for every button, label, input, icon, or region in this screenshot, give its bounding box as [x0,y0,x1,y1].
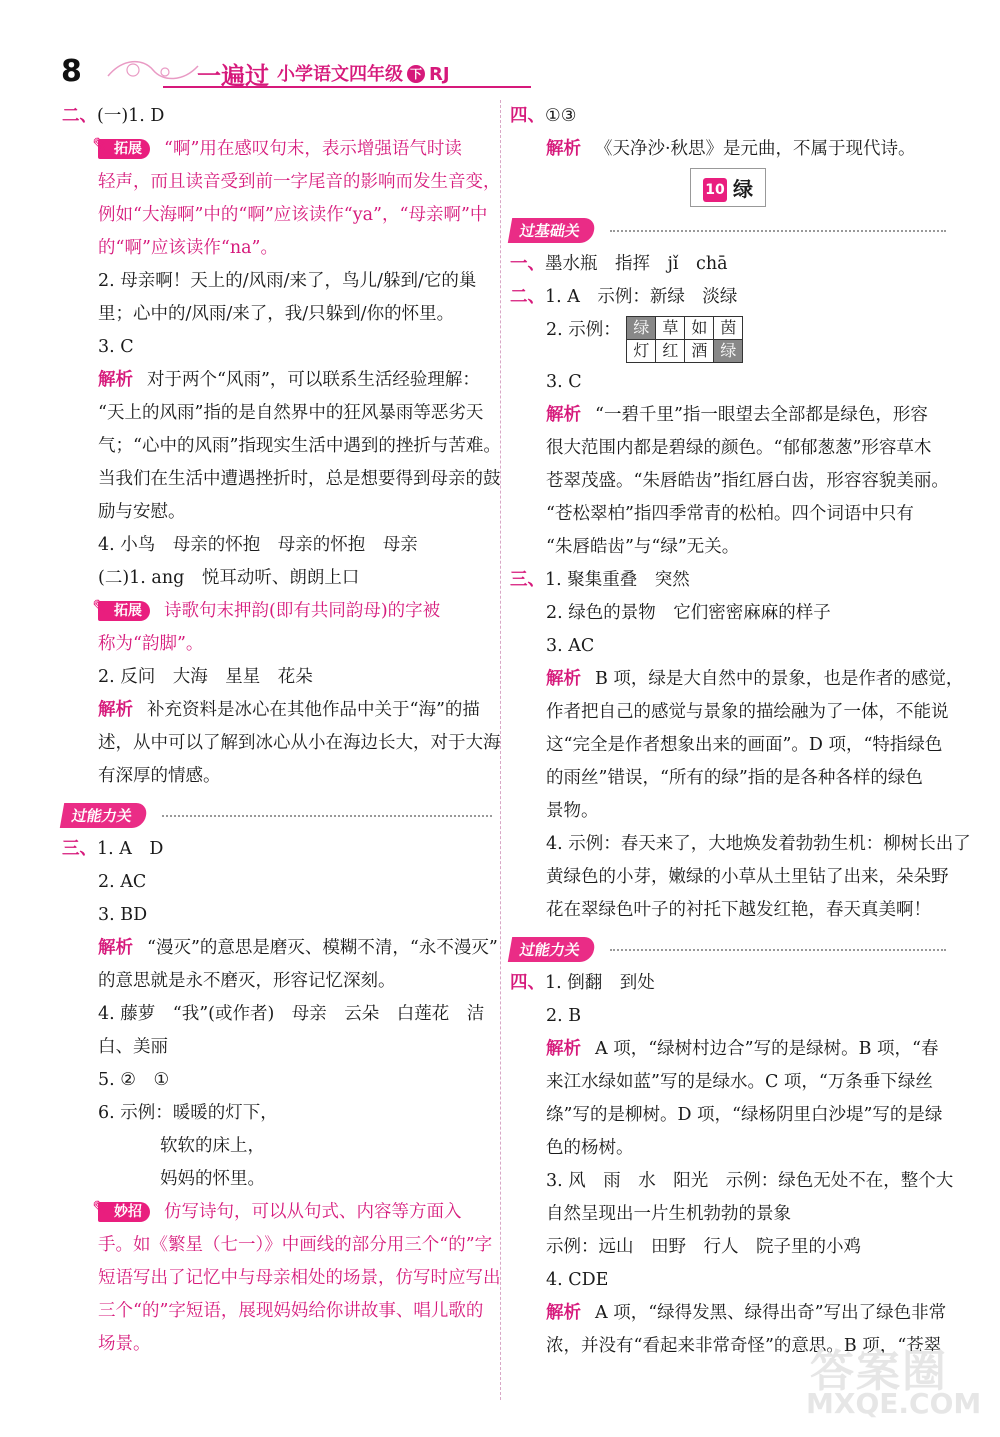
answer-line: 四、①③ [510,106,577,126]
answer-line: 4. CDE [546,1270,609,1290]
answer-line: 5. ② ① [98,1070,170,1090]
section-banner: 过能力关 [62,799,492,829]
watermark-logo: 答案圈 MXQE.COM [806,1346,982,1420]
lesson-title [510,168,946,208]
answer-line: 示例：远山 田野 行人 院子里的小鸡 [546,1237,861,1257]
section-banner: 过能力关 [510,933,946,963]
answer-line: 2. 反问 大海 星星 花朵 [98,667,313,687]
jiexi-block: 解析 “漫灭”的意思是磨灭、模糊不清，“永不漫灭” 的意思就是永不磨灭，形容记忆深刻。 [98,938,498,991]
answer-line: 3. C [98,337,134,357]
answer-line: 4. 示例：春天来了，大地焕发着勃勃生机：柳树长出了 [546,834,971,854]
lesson-name: 绿 [733,177,753,201]
jiexi-block: 解析 B 项，绿是大自然中的景象，也是作者的感觉， 作者把自己的感觉与景象的描绘融为了一体，不能说 这“完全是作者想象出来的画面”。D 项，“特指绿色 的雨丝”错误，“所有的绿”指的是各种各样的绿色 景物。 [546,669,964,821]
tuozhan-note: ✎ 拓展 诗歌句末押韵(即有共同韵母)的字被 称为“韵脚”。 [62,595,492,661]
answer-line: 3. 风 雨 水 阳光 示例：绿色无处不在，整个大 [546,1171,954,1191]
grid-cell: 红 [656,340,685,363]
answer-line: 二、1. A 示例：新绿 淡绿 [510,287,738,307]
volume-badge: 下 [407,65,425,83]
jiexi-label: 解析 [546,405,581,425]
jiexi-block: 解析 对于两个“风雨”，可以联系生活经验理解： “天上的风雨”指的是自然界中的狂风暴雨等恶劣天 气；“心中的风雨”指现实生活中遇到的挫折与苦难。 当我们在生活中遭遇挫折时，总是想要得到母亲的鼓 励与安慰。 [98,370,501,522]
answer-line: 2. AC [98,872,147,892]
miaozhao-note: ✎ 妙招 仿写诗句，可以从句式、内容等方面入 手。如《繁星（七一）》中画线的部分用三个“的”字 短语写出了记忆中与母亲相处的场景，仿写时应写出 三个“的”字短语，展现妈妈给你讲故事、唱儿歌的 场景。 [62,1196,492,1361]
tuozhan-badge: ✎ 拓展 [98,601,150,621]
page-number: 8 [61,54,82,89]
idiom-grid [626,316,743,363]
tuozhan-note: ✎ 拓展 “啊”用在感叹句末，表示增强语气时读 轻声，而且读音受到前一字尾音的影响而发生音变， 例如“大海啊”中的“啊”应该读作“ya”，“母亲啊”中 的“啊”应该读作“na”。 [62,133,492,265]
answer-line: 4. 藤萝 “我”(或作者) 母亲 云朵 白莲花 洁 [98,1004,485,1024]
grid-cell: 酒 [685,340,714,363]
right-column [510,100,971,1363]
answer-line: 里；心中的/风雨/来了，我/只躲到/你的怀里。 [98,304,455,324]
lesson-number: 10 [703,178,727,202]
jiexi-label: 解析 [98,700,133,720]
jiexi-block: 解析 A 项，“绿树村边合”写的是绿树。B 项，“春 来江水绿如蓝”写的是绿水。C 项，“万条垂下绿丝 绦”写的是柳树。D 项，“绿杨阴里白沙堤”写的是绿 色的杨树。 [546,1039,943,1158]
jiexi-label: 解析 [546,1303,581,1323]
answer-line: 三、1. A D [62,839,164,859]
grid-cell: 绿 [714,340,743,363]
answer-line: 软软的床上， [160,1136,265,1156]
answer-line: 自然呈现出一片生机勃勃的景象 [546,1204,791,1224]
answer-line: 3. C [546,372,582,392]
grid-cell: 茵 [714,317,743,340]
jiexi-block: 解析 A 项，“绿得发黑、绿得出奇”写出了绿色非常 浓，并没有“看起来非常奇怪”的意思。B 项，“苍翠 [546,1303,947,1356]
answer-line: 一、墨水瓶 指挥 jǐ chā [510,254,728,274]
answer-line: 2. 母亲啊！天上的/风雨/来了，鸟儿/躲到/它的巢 [98,271,477,291]
grid-cell: 灯 [627,340,656,363]
answer-line: 三、1. 聚集重叠 突然 [510,570,690,590]
series-logo: 一遍过 [197,62,269,90]
answer-line: 6. 示例：暖暖的灯下， [98,1103,278,1123]
answer-line: 2. B [546,1006,582,1026]
jiexi-label: 解析 [546,1039,581,1059]
jiexi-block: 解析 “一碧千里”指一眼望去全部都是绿色，形容 很大范围内都是碧绿的颜色。“郁郁葱葱”形容草木 苍翠茂盛。“朱唇皓齿”指红唇白齿，形容容貌美丽。 “苍松翠柏”指四季常青的松柏。四个词语中只有 “朱唇皓齿”与“绿”无关。 [546,405,949,557]
answer-line: 妈妈的怀里。 [160,1169,265,1189]
answer-line: 花在翠绿色叶子的衬托下越发红艳，春天真美啊！ [546,900,931,920]
answer-line: 3. BD [98,905,148,925]
answer-line: 四、1. 倒翻 到处 [510,973,655,993]
grid-cell: 如 [685,317,714,340]
tuozhan-badge: ✎ 拓展 [98,139,150,159]
book-title: 小学语文四年级 下 RJ [277,64,450,85]
page-header [55,50,490,90]
section-banner: 过基础关 [510,214,946,244]
left-column [62,100,501,1361]
jiexi-label: 解析 [98,938,133,958]
jiexi-label: 解析 [98,370,133,390]
grid-cell: 草 [656,317,685,340]
answer-line: 3. AC [546,636,595,656]
jiexi-block: 解析 《天净沙·秋思》是元曲，不属于现代诗。 [546,139,916,159]
idiom-grid-row: 2. 示例： 绿 草 如 茵 灯 红 酒 绿 [510,314,946,366]
header-rule [163,86,531,88]
jiexi-label: 解析 [546,669,581,689]
jiexi-label: 解析 [546,139,581,159]
grid-cell: 绿 [627,317,656,340]
answer-line: (二)1. ang 悦耳动听、朗朗上口 [98,568,360,588]
answer-line: 黄绿色的小芽，嫩绿的小草从土里钻了出来，朵朵野 [546,867,949,887]
answer-line: 二、(一)1. D [62,106,165,126]
miaozhao-badge: ✎ 妙招 [98,1202,150,1222]
answer-line: 4. 小鸟 母亲的怀抱 母亲的怀抱 母亲 [98,535,418,555]
jiexi-block: 解析 补充资料是冰心在其他作品中关于“海”的描 述，从中可以了解到冰心从小在海边长大，对于大海 有深厚的情感。 [98,700,501,786]
answer-line: 白、美丽 [98,1037,168,1057]
answer-line: 2. 绿色的景物 它们密密麻麻的样子 [546,603,831,623]
